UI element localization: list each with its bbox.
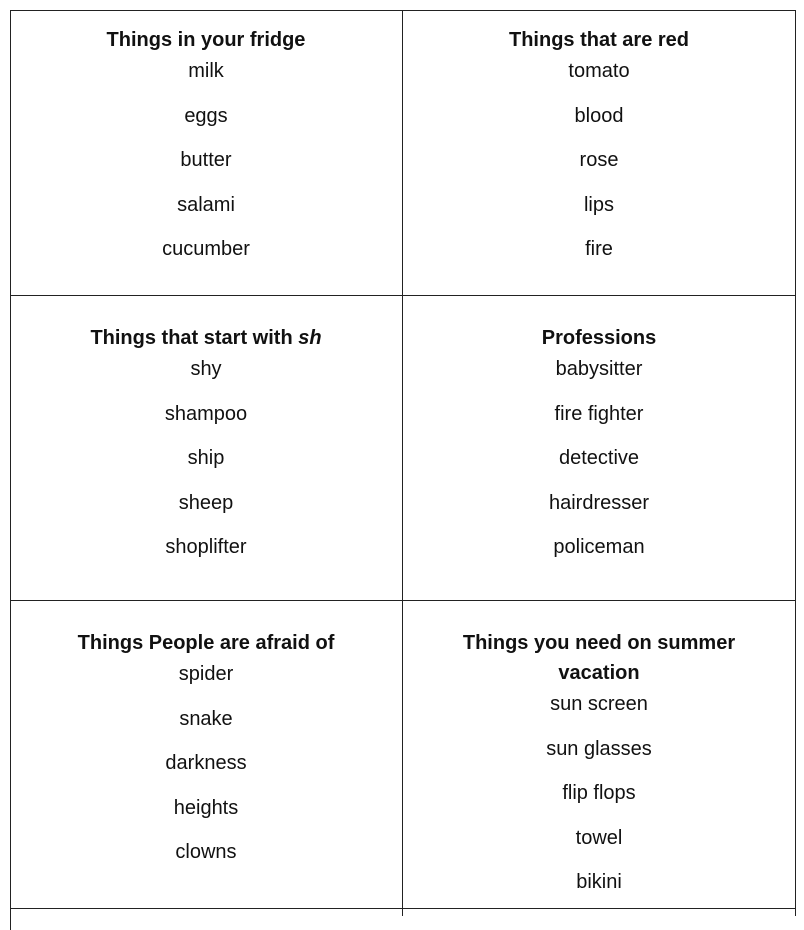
list-item: shampoo — [164, 402, 248, 425]
list-item: fire fighter — [554, 402, 644, 425]
card-title: Things People are afraid of — [77, 632, 335, 654]
list-item: salami — [177, 193, 235, 216]
list-item: rose — [579, 149, 619, 172]
list-item: eggs — [184, 104, 228, 127]
card-title-italic: sh — [298, 327, 322, 349]
list-item: sun screen — [550, 693, 648, 715]
list-item: bikini — [576, 871, 622, 894]
card-sh — [10, 323, 402, 578]
card-title: Things in your fridge — [106, 29, 306, 51]
list-item: heights — [173, 796, 239, 819]
list-item: sheep — [178, 491, 234, 514]
list-item: babysitter — [555, 358, 643, 380]
word-list — [10, 355, 402, 578]
list-item: towel — [575, 826, 623, 849]
row-divider — [10, 600, 796, 601]
list-item: fire — [585, 238, 613, 261]
list-item: ship — [187, 447, 225, 470]
row-divider — [10, 295, 796, 296]
card-red — [403, 25, 795, 280]
card-title-prefix: Things that start with — [90, 327, 293, 349]
list-item: clowns — [175, 841, 237, 864]
list-item: policeman — [553, 536, 645, 559]
list-item: detective — [558, 447, 640, 470]
card-title: Professions — [541, 327, 657, 349]
list-item: spider — [178, 663, 234, 685]
card-title: Things you need on summer vacation — [462, 632, 736, 684]
word-list — [403, 57, 795, 280]
list-item: butter — [180, 149, 232, 172]
right-border — [795, 10, 796, 916]
list-item: sun glasses — [546, 737, 652, 760]
card-title: Things that are red — [508, 29, 690, 51]
word-list — [403, 355, 795, 578]
list-item: hairdresser — [548, 491, 650, 514]
word-list — [403, 690, 795, 913]
list-item: tomato — [568, 60, 630, 82]
list-item: shy — [190, 358, 222, 380]
list-item: snake — [179, 707, 233, 730]
list-item: cucumber — [162, 238, 250, 261]
word-list — [10, 57, 402, 280]
card-fridge — [10, 25, 402, 280]
card-professions — [403, 323, 795, 578]
card-afraid — [10, 628, 402, 883]
list-item: shoplifter — [165, 536, 247, 559]
list-item: milk — [188, 60, 224, 82]
list-item: darkness — [165, 752, 247, 775]
word-list — [10, 660, 402, 883]
list-item: blood — [574, 104, 624, 127]
list-item: flip flops — [562, 782, 636, 805]
list-item: lips — [583, 193, 614, 216]
card-title — [41, 323, 371, 353]
card-summer-vacation — [403, 628, 795, 913]
